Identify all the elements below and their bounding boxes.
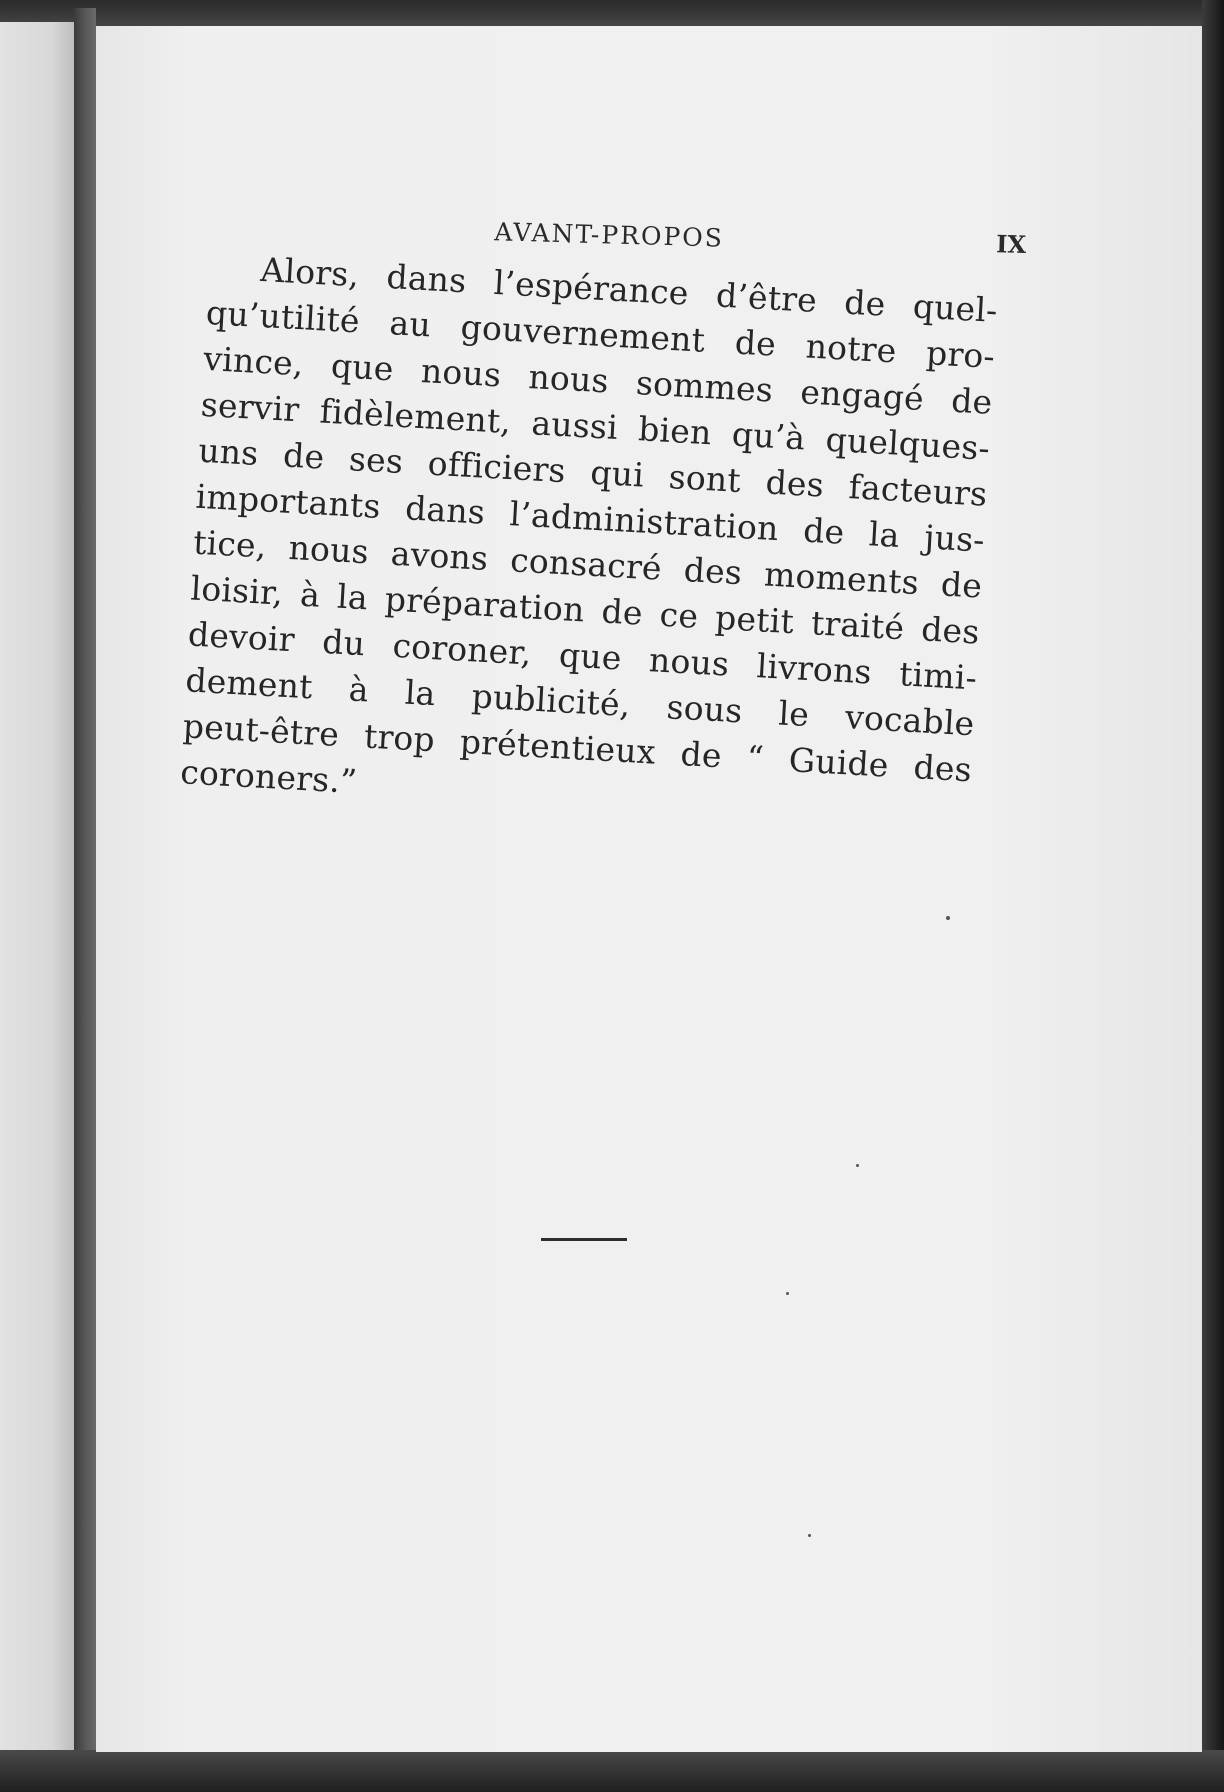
word: sommes (635, 363, 775, 410)
word: engagé (799, 372, 925, 419)
word: ses (348, 439, 405, 482)
word: “ (745, 737, 765, 778)
word: ce (658, 594, 700, 636)
word: sont (667, 457, 742, 500)
word: bien (637, 409, 713, 453)
paper-speck (856, 1164, 859, 1167)
word: jus- (923, 517, 986, 560)
word: timi- (898, 654, 979, 698)
word: à (347, 669, 370, 710)
word: officiers (426, 443, 567, 491)
word: de (802, 510, 846, 552)
word: Guide (787, 740, 890, 785)
word: dans (385, 256, 468, 301)
word: de (282, 435, 326, 477)
word: facteurs (847, 467, 989, 514)
word: des (682, 549, 744, 593)
word: vince, (202, 338, 305, 384)
word: de (679, 734, 723, 776)
word: nous (648, 640, 731, 684)
word: vocable (844, 697, 976, 744)
word: l’espérance (492, 262, 690, 313)
word: uns (197, 430, 260, 473)
word: qu’utilité (205, 292, 361, 341)
word: fidèlement, (318, 391, 513, 442)
word: nous (287, 527, 370, 572)
word: notre (804, 326, 898, 371)
word: au (388, 303, 433, 345)
word: quel- (911, 286, 999, 331)
word: gouvernement (459, 307, 707, 360)
word: que (330, 345, 395, 389)
word: moments (763, 554, 920, 603)
book-page (96, 26, 1202, 1752)
word: Alors, (259, 249, 361, 295)
scan-frame-top (0, 0, 1224, 26)
running-head: AVANT-PROPOS (494, 217, 725, 253)
word: des (920, 609, 981, 652)
word: de (600, 591, 644, 633)
word: la (403, 672, 437, 714)
word: à (299, 574, 322, 615)
word: de (939, 564, 984, 606)
word: du (321, 621, 367, 664)
word: coroners.” (179, 752, 359, 802)
scan-frame-right (1202, 0, 1224, 1792)
word: coroner, (391, 625, 533, 673)
scan-frame-bottom (0, 1750, 1224, 1792)
paper-speck (786, 1292, 789, 1295)
word: consacré (509, 540, 663, 588)
page-header (96, 26, 1202, 260)
word: sous (665, 687, 744, 731)
word: dement (184, 660, 314, 707)
word: publicité, (470, 676, 632, 725)
word: trop (363, 716, 436, 760)
page-number: IX (995, 229, 1027, 260)
word: qu’à (730, 414, 807, 458)
word: tice, (192, 522, 268, 566)
word: le (777, 693, 811, 735)
end-rule (541, 1238, 627, 1241)
word: dans (404, 488, 487, 532)
word: nous (420, 351, 503, 395)
facing-page-edge (0, 22, 74, 1752)
word: prétentieux (458, 721, 657, 772)
word: de (843, 282, 887, 324)
word: pro- (925, 333, 997, 376)
word: devoir (187, 614, 296, 660)
word: aussi (530, 403, 619, 448)
word: que (558, 635, 623, 678)
word: servir (199, 384, 301, 430)
word: préparation (383, 579, 586, 630)
word: peut-être (181, 706, 341, 754)
word: qui (589, 452, 646, 495)
word: la (336, 576, 369, 618)
word: de (950, 380, 994, 422)
word: de (733, 322, 778, 364)
paper-speck (808, 1534, 811, 1537)
word: petit (714, 597, 796, 642)
word: loisir, (189, 568, 285, 613)
word: traité (809, 603, 906, 648)
word: la (867, 514, 901, 555)
word: l’administration (508, 494, 780, 549)
book-gutter (74, 8, 96, 1758)
word: des (764, 462, 825, 505)
body-paragraph (179, 244, 999, 839)
word: quelques- (824, 419, 991, 468)
word: livrons (755, 646, 873, 692)
word: d’être (715, 275, 819, 320)
word: importants (194, 476, 382, 526)
paper-speck (946, 916, 950, 920)
word: avons (389, 533, 490, 578)
word: nous (527, 357, 610, 401)
word: des (912, 747, 973, 790)
